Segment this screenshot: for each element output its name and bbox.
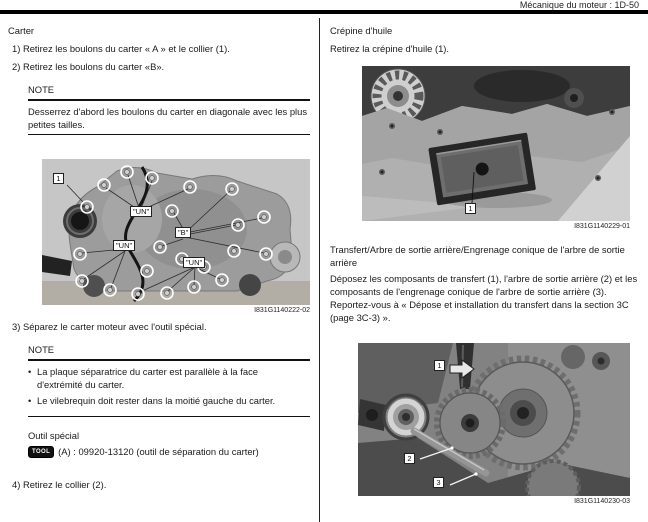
special-tool-text: (A) : 09920-13120 (outil de séparation du carter) bbox=[58, 446, 259, 457]
step-2: 2) Retirez les boulons du carter «B». bbox=[12, 61, 165, 72]
page-header-title: Mécanique du moteur : 1D-50 bbox=[519, 0, 639, 10]
section-title-transfert: Transfert/Arbre de sortie arrière/Engrenage conique de l'arbre de sortie arrière bbox=[330, 244, 625, 268]
special-tool-label: Outil spécial bbox=[28, 430, 80, 441]
callout-label-un-1: "UN" bbox=[130, 206, 152, 217]
special-tool-block bbox=[28, 429, 312, 458]
note-rule-top bbox=[28, 99, 310, 101]
bullet-marker: • bbox=[28, 365, 32, 377]
step-1: 1) Retirez les boulons du carter « A » et le collier (1). bbox=[12, 43, 230, 54]
transfert-instruction: Déposez les composants de transfert (1), l'arbre de sortie arrière (2) et les composants de l'engrenage conique de l'arbre de sortie arrière (3). Reportez-vous à « Dépose et installation du transfert dans la section 3C (page 3C-3) ». bbox=[330, 273, 638, 323]
note-rule-bottom bbox=[28, 416, 310, 418]
note-bullet-1: • La plaque séparatrice du carter est parallèle à la face d'extrémité du carter. bbox=[28, 365, 258, 390]
callout-label-un-3: "UN" bbox=[183, 257, 205, 268]
note-rule-bottom bbox=[28, 134, 310, 136]
section-title-crepine: Crépine d'huile bbox=[330, 25, 393, 36]
callout-label-1: 1 bbox=[434, 360, 445, 371]
step-4: 4) Retirez le collier (2). bbox=[12, 479, 107, 490]
step-3: 3) Séparez le carter moteur avec l'outil spécial. bbox=[12, 321, 207, 332]
header-rule bbox=[0, 10, 648, 14]
figure2-caption: I831G1140229-01 bbox=[574, 223, 630, 230]
section-title-carter: Carter bbox=[8, 25, 35, 36]
special-tool-line bbox=[28, 445, 312, 458]
note-label: NOTE bbox=[28, 344, 55, 355]
tool-icon: TOOL bbox=[28, 446, 54, 458]
callout-label-un-2: "UN" bbox=[113, 240, 135, 251]
left-column bbox=[8, 18, 312, 491]
callout-label-3: 3 bbox=[433, 477, 444, 488]
oil-strainer-photo bbox=[362, 66, 630, 221]
crepine-instruction: Retirez la crépine d'huile (1). bbox=[330, 43, 450, 54]
figure-oil-strainer bbox=[362, 66, 630, 221]
callout-label-1: 1 bbox=[53, 173, 64, 184]
note-rule-top bbox=[28, 359, 310, 361]
note-text: Desserrez d'abord les boulons du carter en diagonale avec les plus petites tailles. bbox=[28, 105, 308, 130]
callout-label-1: 1 bbox=[465, 203, 476, 214]
note-block-2 bbox=[28, 343, 310, 417]
right-column bbox=[330, 18, 642, 506]
column-divider bbox=[319, 18, 320, 522]
note-block-1 bbox=[28, 83, 310, 135]
figure-transfer-gears bbox=[358, 343, 630, 496]
transfer-gears-photo bbox=[358, 343, 630, 496]
callout-label-2: 2 bbox=[404, 453, 415, 464]
figure-crankcase-bolts bbox=[42, 159, 310, 305]
callout-label-b: "B" bbox=[175, 227, 191, 238]
note-label: NOTE bbox=[28, 84, 55, 95]
figure3-caption: I831G1140230-03 bbox=[574, 498, 630, 505]
note-bullet-2: • Le vilebrequin doit rester dans la moitié gauche du carter. bbox=[28, 394, 276, 406]
bullet-marker: • bbox=[28, 394, 32, 406]
figure1-caption: I831G1140222-02 bbox=[254, 307, 310, 314]
